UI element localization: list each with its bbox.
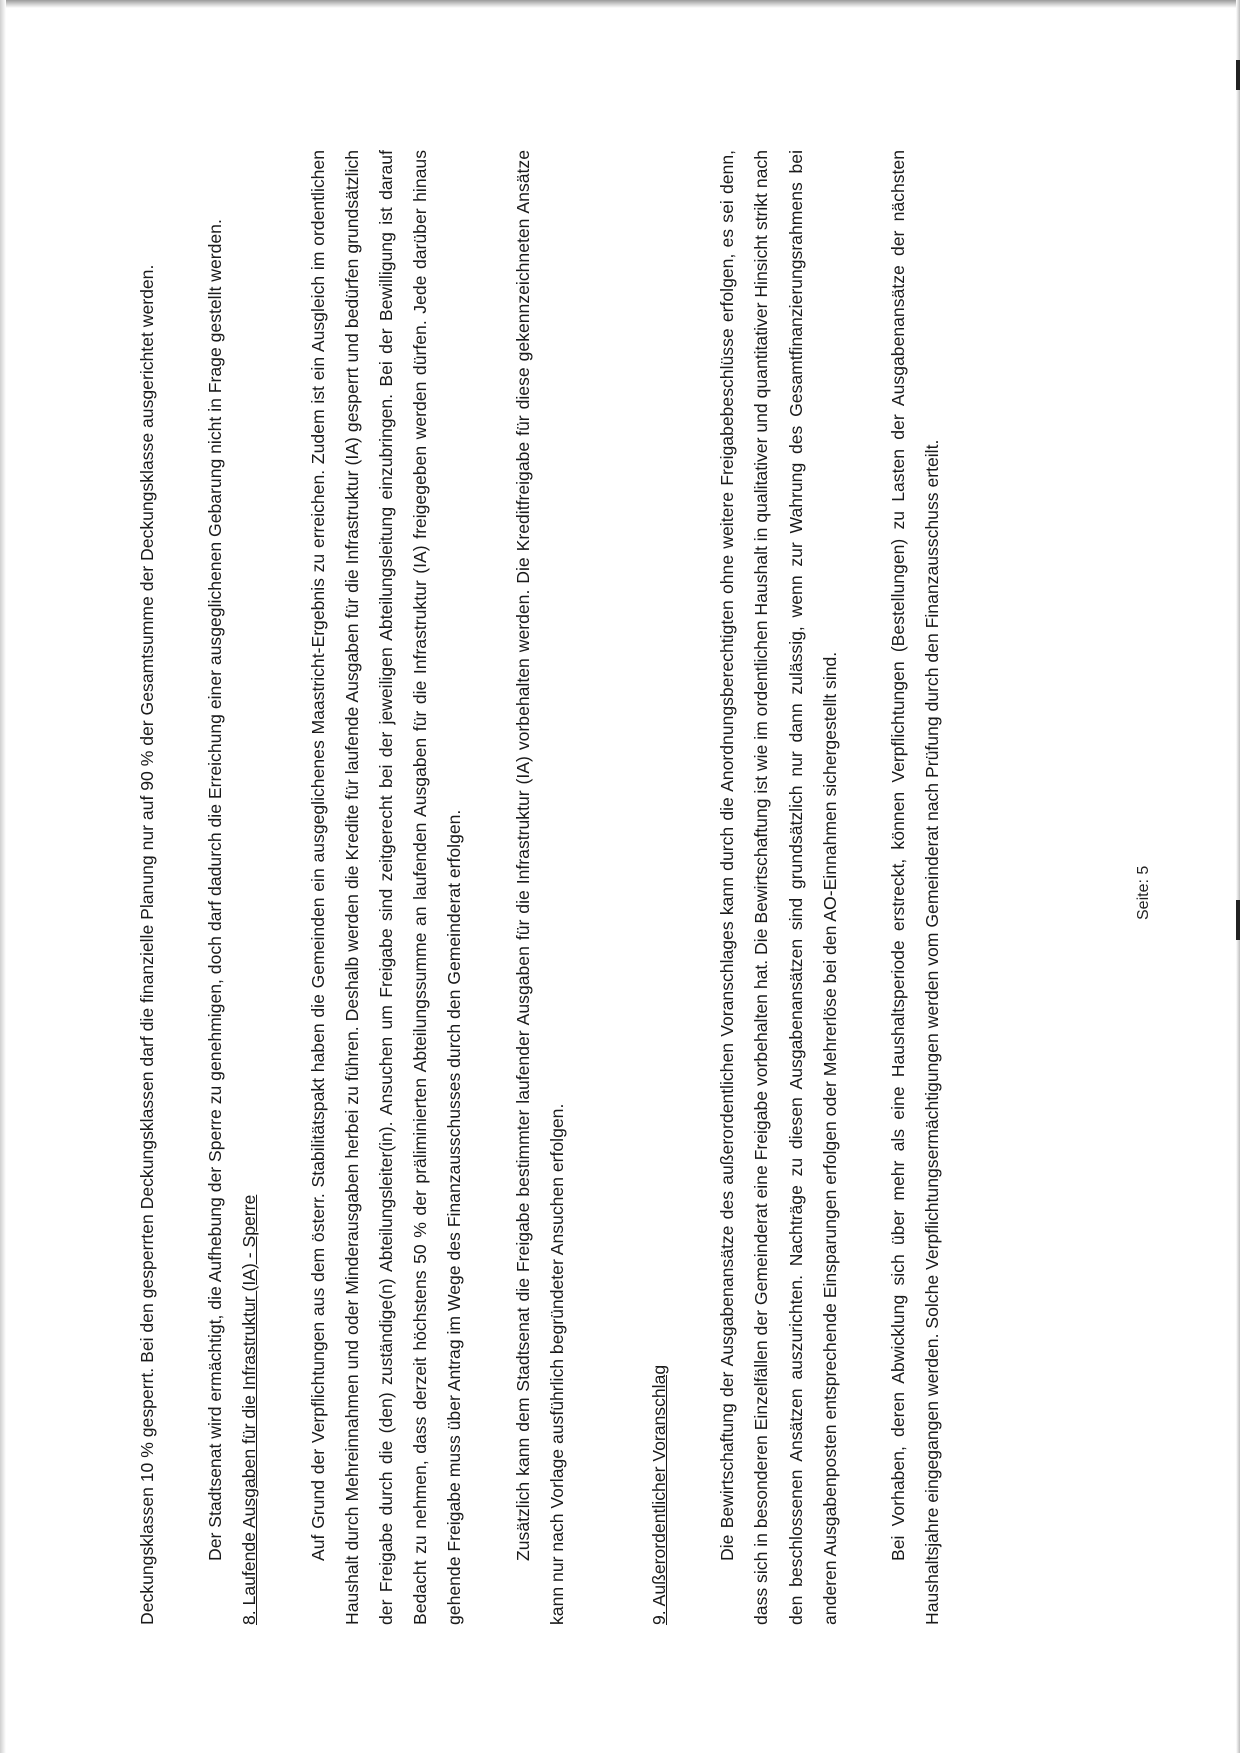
rotated-text-block: [130, 150, 1010, 1625]
section-heading: 8. Laufende Ausgaben für die Infrastruktur (IA) - Sperre: [239, 1194, 260, 1625]
paragraph: Auf Grund der Verpflichtungen aus dem österr. Stabilitätspakt haben die Gemeinden ein ausgeglichenes Maastricht-Ergebnis zu erreichen. Zudem ist ein Ausgleich im ordentlichen Haushalt durch Mehreinnahmen und oder Minderausgaben herbei zu führen. Deshalb werden die Kredite für laufende Ausgaben für die Infrastruktur (IA) gesperrt und bedürfen grundsätzlich der Freigabe durch die (den) zuständige(n) Abteilungsleiter(in). Ansuchen um Freigabe sind zeitgerecht bei der jeweiligen Abteilungsleitung einzubringen. Bei der Bewilligung ist darauf Bedacht zu nehmen, dass derzeit höchstens 50 % der präliminierten Abteilungssumme an laufenden Ausgaben für die Infrastruktur (IA) freigegeben werden dürfen. Jede darüber hinaus gehende Freigabe muss über Antrag im Wege des Finanzausschusses durch den Gemeinderat erfolgen.: [307, 150, 465, 1625]
scan-edge-left: [0, 0, 6, 1753]
paragraph: Bei Vorhaben, deren Abwicklung sich über mehr als eine Haushaltsperiode erstreckt, können Verpflichtungen (Bestellungen) zu Lasten der Ausgabenansätze der nächsten Haushaltsjahre eingegangen werden. Solche Verpflichtungsermächtigungen werden vom Gemeinderat nach Prüfung durch den Finanzausschuss erteilt.: [888, 150, 943, 1625]
scan-edge-right: [1236, 0, 1240, 1753]
binder-mark: [1236, 60, 1240, 90]
paragraph: Der Stadtsenat wird ermächtigt, die Aufhebung der Sperre zu genehmigen, doch darf dadurch die Erreichung einer ausgeglichenen Gebarung nicht in Frage gestellt werden.: [205, 219, 226, 1561]
binder-mark: [1236, 900, 1240, 940]
paragraph: Zusätzlich kann dem Stadtsenat die Freigabe bestimmter laufender Ausgaben für die Infrastruktur (IA) vorbehalten werden. Die Kreditfreigabe für diese gekennzeichneten Ansätze kann nur nach Vorlage ausführlich begründeter Ansuchen erfolgen.: [512, 150, 567, 1625]
paragraph: Deckungsklassen 10 % gesperrt. Bei den gesperrten Deckungsklassen darf die finanzielle Planung nur auf 90 % der Gesamtsumme der Deckungsklasse ausgerichtet werden.: [137, 264, 157, 1625]
scan-edge-top: [0, 0, 1240, 8]
paragraph: Die Bewirtschaftung der Ausgabenansätze des außerordentlichen Voranschlages kann durch die Anordnungsberechtigten ohne weitere Freigabebeschlüsse erfolgen, es sei denn, dass sich in besonderen Einzelfällen der Gemeinderat eine Freigabe vorbehalten hat. Die Bewirtschaftung ist wie im ordentlichen Haushalt in qualitativer und quantitativer Hinsicht strikt nach den beschlossenen Ansätzen auszurichten. Nachträge zu diesen Ausgabenansätzen sind grundsätzlich nur dann zulässig, wenn zur Wahrung des Gesamtfinanzierungsrahmens bei anderen Ausgabenposten entsprechende Einsparungen erfolgen oder Mehrerlöse bei den AO-Einnahmen sichergestellt sind.: [717, 150, 840, 1625]
section-heading: 9. Außerordentlicher Voranschlag: [649, 1364, 670, 1625]
page-number: Seite: 5: [1135, 865, 1152, 920]
